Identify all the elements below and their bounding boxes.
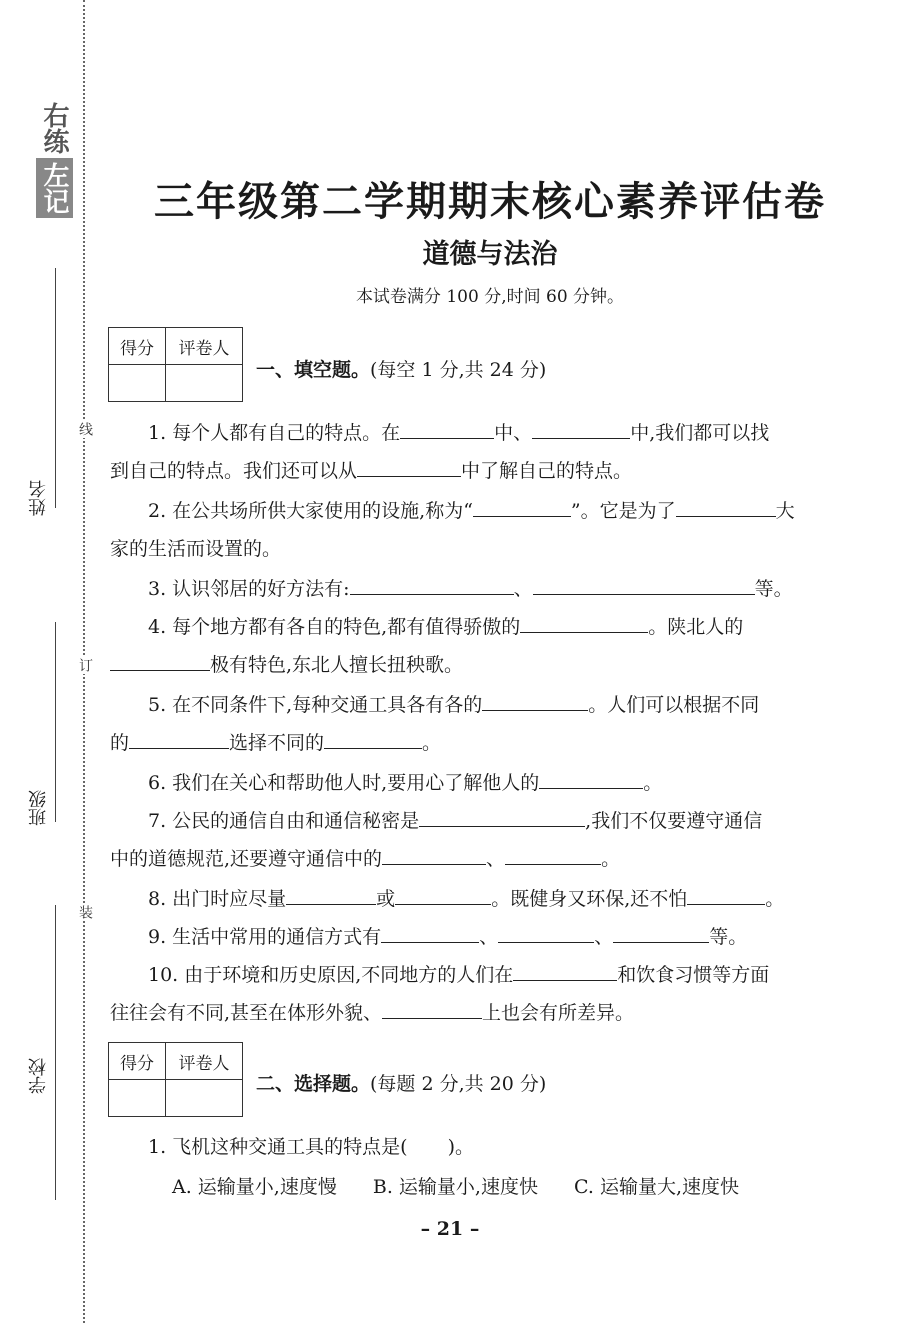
- answer-blank[interactable]: [533, 570, 755, 595]
- answer-blank[interactable]: [613, 918, 709, 943]
- section-1-heading: [256, 355, 546, 382]
- page-title: 三年级第二学期期末核心素养评估卷: [154, 178, 826, 225]
- brand-logo: [36, 98, 72, 218]
- question-7: 7. 公民的通信自由和通信秘密是 ,我们不仅要遵守通信 中的道德规范,还要遵守通信中的 、 。: [110, 802, 835, 878]
- answer-blank[interactable]: [395, 880, 491, 905]
- question-8: 8. 出门时应尽量 或 。既健身又环保,还不怕 。: [110, 880, 835, 918]
- answer-blank[interactable]: [419, 802, 585, 827]
- answer-blank[interactable]: [400, 414, 494, 439]
- score-cell[interactable]: [109, 365, 166, 402]
- answer-blank[interactable]: [129, 724, 229, 749]
- answer-blank[interactable]: [498, 918, 594, 943]
- answer-blank[interactable]: [382, 840, 486, 865]
- cut-mark-bind: 订: [77, 658, 93, 672]
- question-6: 6. 我们在关心和帮助他人时,要用心了解他人的 。: [110, 764, 835, 802]
- answer-blank[interactable]: [110, 646, 210, 671]
- score-box-2: [108, 1042, 243, 1117]
- section-2-heading: [256, 1069, 546, 1096]
- section-2-points: (每题 2 分,共 20 分): [370, 1073, 547, 1095]
- answer-blank[interactable]: [482, 686, 588, 711]
- score-header: 得分: [109, 328, 166, 365]
- exam-note: 本试卷满分 100 分,时间 60 分钟。: [355, 287, 625, 307]
- score-header: 得分: [109, 1043, 166, 1080]
- question-4: 4. 每个地方都有各自的特色,都有值得骄傲的 。陕北人的 极有特色,东北人擅长扭秧歌。: [110, 608, 835, 684]
- section-1-points: (每空 1 分,共 24 分): [370, 359, 547, 381]
- question-9: 9. 生活中常用的通信方式有 、 、 等。: [110, 918, 835, 956]
- answer-blank[interactable]: [324, 724, 422, 749]
- answer-blank[interactable]: [350, 570, 514, 595]
- brand-part2: 右练: [39, 102, 69, 154]
- question-3: 3. 认识邻居的好方法有: 、 等。: [110, 570, 835, 608]
- question-10: 10. 由于环境和历史原因,不同地方的人们在 和饮食习惯等方面 往往会有不同,甚至在体形外貌、 上也会有所差异。: [110, 956, 835, 1032]
- grader-header: 评卷人: [166, 328, 243, 365]
- answer-blank[interactable]: [357, 452, 461, 477]
- name-label: 姓名: [28, 480, 49, 516]
- answer-blank[interactable]: [676, 492, 776, 517]
- option-a[interactable]: A. 运输量小,速度慢: [172, 1176, 337, 1198]
- mc-question-1-options: [172, 1172, 769, 1199]
- option-c[interactable]: C. 运输量大,速度快: [574, 1176, 740, 1198]
- grader-cell[interactable]: [166, 1080, 243, 1117]
- mc-question-1: 1. 飞机这种交通工具的特点是( )。: [148, 1136, 475, 1158]
- score-box-1: [108, 327, 243, 402]
- answer-blank[interactable]: [381, 918, 479, 943]
- grader-header: 评卷人: [166, 1043, 243, 1080]
- class-label: 班级: [28, 790, 49, 826]
- answer-blank[interactable]: [505, 840, 601, 865]
- answer-blank[interactable]: [473, 492, 571, 517]
- brand-part1: 左记: [36, 158, 73, 218]
- section-1-title: 一、填空题。: [256, 359, 371, 381]
- option-b[interactable]: B. 运输量小,速度快: [372, 1176, 538, 1198]
- answer-blank[interactable]: [539, 764, 643, 789]
- page-number: – 21 –: [420, 1218, 480, 1240]
- cut-mark-line: 线: [77, 422, 93, 436]
- section-2-title: 二、选择题。: [256, 1073, 371, 1095]
- school-line: [55, 905, 56, 1200]
- grader-cell[interactable]: [166, 365, 243, 402]
- answer-blank[interactable]: [520, 608, 648, 633]
- cut-mark-pack: 装: [77, 905, 93, 919]
- school-label: 学校: [28, 1058, 49, 1094]
- class-line: [55, 622, 56, 822]
- question-1: 1. 每个人都有自己的特点。在 中、 中,我们都可以找 到自己的特点。我们还可以从 中了解自己的特点。: [110, 414, 835, 490]
- answer-blank[interactable]: [532, 414, 630, 439]
- question-5: 5. 在不同条件下,每种交通工具各有各的 。人们可以根据不同 的 选择不同的 。: [110, 686, 835, 762]
- score-cell[interactable]: [109, 1080, 166, 1117]
- subject-title: 道德与法治: [422, 239, 558, 270]
- answer-blank[interactable]: [513, 956, 617, 981]
- name-line: [55, 268, 56, 508]
- question-2: 2. 在公共场所供大家使用的设施,称为“ ”。它是为了 大 家的生活而设置的。: [110, 492, 835, 568]
- answer-blank[interactable]: [286, 880, 376, 905]
- answer-blank[interactable]: [382, 994, 482, 1019]
- answer-blank[interactable]: [687, 880, 765, 905]
